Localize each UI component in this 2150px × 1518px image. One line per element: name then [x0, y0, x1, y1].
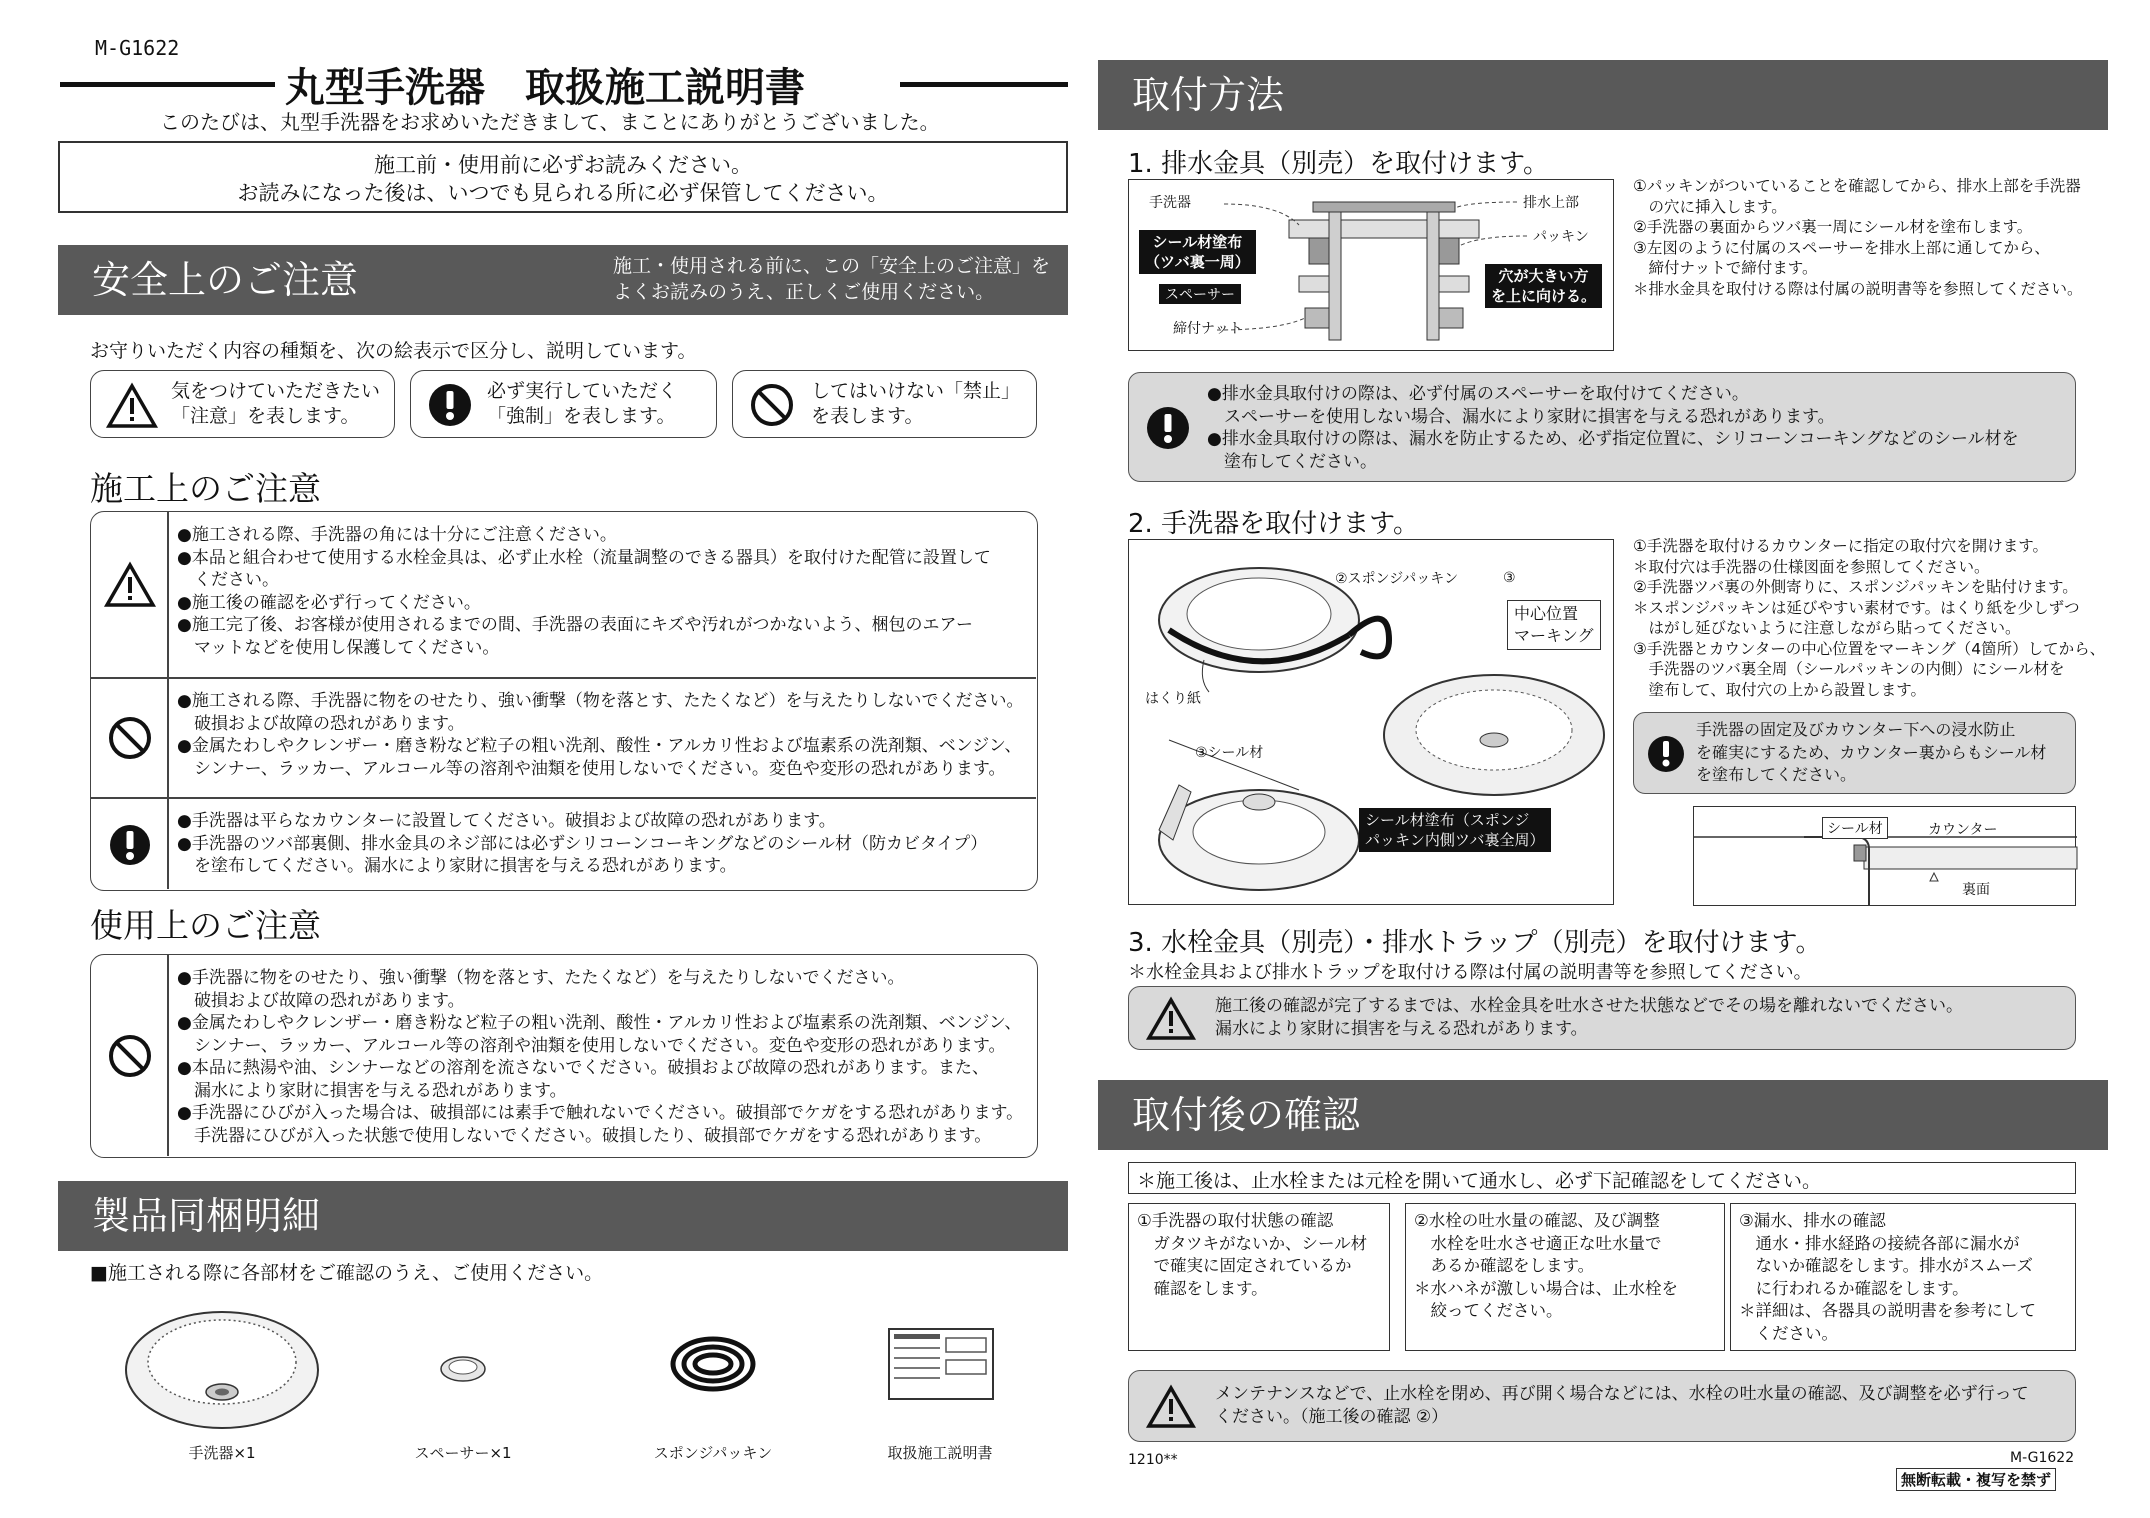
- step1-heading: 1. 排水金具（別売）を取付けます。: [1128, 149, 1549, 179]
- spacer-illustration: [438, 1352, 488, 1386]
- step2-heading: 2. 手洗器を取付けます。: [1128, 509, 1419, 539]
- construction-col-divider: [167, 512, 169, 889]
- legend-mandatory-text: 必ず実行していただく 「強制」を表します。: [487, 380, 678, 427]
- warning-triangle-icon: [107, 383, 157, 429]
- usage-title: 使用上のご注意: [90, 906, 321, 945]
- construction-table: [90, 511, 1038, 891]
- construction-row-1-text: ●施工される際、手洗器の角には十分にご注意ください。 ●本品と組合わせて使用する水栓金具は、必ず止水栓（流量調整のできる器具）を取付けた配管に設置して ください。 ●施工後の確認を必ず行ってください。 ●施工完了後、お客様が使用されるまでの間、手洗器の表面にキズや汚れがつかないよう、梱包のエアー マットなどを使用し保護してください。: [177, 525, 991, 658]
- after-header: [1098, 1080, 2108, 1150]
- safety-header: [58, 245, 1068, 315]
- check-1-text: ①手洗器の取付状態の確認 ガタツキがないか、シール材 で確実に固定されているか 確認をします。: [1137, 1211, 1368, 1298]
- label-seal-apply: シール材塗布（スポンジ パッキン内側ツバ裏全周）: [1359, 808, 1551, 852]
- mandatory-exclamation-icon: [1646, 734, 1686, 774]
- legend-caution: [90, 370, 395, 438]
- check-box-2: [1405, 1203, 1725, 1351]
- after-caution: [1128, 1370, 2076, 1442]
- legend-mandatory: [410, 370, 717, 438]
- label-basin: 手洗器: [1149, 195, 1191, 211]
- contents-item-manual: 取扱施工説明書: [887, 1444, 993, 1462]
- label-step3-marker: ③: [1503, 570, 1516, 586]
- contents-intro: ■施工される際に各部材をご確認のうえ、ご使用ください。: [90, 1262, 604, 1284]
- step2-text: ①手洗器を取付けるカウンターに指定の取付穴を開けます。 ＊取付穴は手洗器の仕様図面を参照してください。 ②手洗器ツバ裏の外側寄りに、スポンジパッキンを貼付けます。 ＊スポンジパッキンは延びやすい素材です。はくり紙を少しずつ はがし延びないように注意しながら貼ってください。 ③手洗器とカウンターの中心位置をマーキング（4箇所）してから、 手洗器のツバ裏全周（シールパッキンの内側）にシール材を 塗布して、取付穴の上から設置します。: [1633, 537, 2106, 699]
- safety-intro: お守りいただく内容の種類を、次の絵表示で区分し、説明しています。: [90, 340, 697, 362]
- prohibition-icon: [749, 382, 795, 428]
- step1-text: ①パッキンがついていることを確認してから、排水上部を手洗器 の穴に挿入します。 ②手洗器の裏面からツバ裏一周にシール材を塗布します。 ③左図のように付属のスペーサーを排水上部に通してから、 締付ナットで締付ます。 ＊排水金具を取付ける際は付属の説明書等を参照してください。: [1633, 177, 2083, 298]
- step2-diagram: [1128, 539, 1614, 905]
- step1-caution: [1128, 372, 2076, 482]
- safety-title: 安全上のご注意: [92, 258, 359, 302]
- label-nut: 締付ナット: [1173, 321, 1243, 337]
- mandatory-exclamation-icon: [108, 823, 152, 867]
- check-box-3: [1730, 1203, 2076, 1351]
- page-title: 丸型手洗器 取扱施工説明書: [285, 65, 805, 111]
- label-seal-material-2: シール材: [1822, 817, 1888, 839]
- label-back-side: 裏面: [1962, 882, 1990, 898]
- contents-title: 製品同梱明細: [92, 1194, 321, 1238]
- legend-caution-text: 気をつけていただきたい 「注意」を表します。: [171, 380, 381, 427]
- footer-date-code: 1210**: [1128, 1452, 1178, 1468]
- warning-triangle-icon: [1147, 997, 1195, 1041]
- prohibition-icon: [107, 1033, 153, 1079]
- usage-text: ●手洗器に物をのせたり、強い衝撃（物を落とす、たたくなど）を与えたりしないでください。 破損および故障の恐れがあります。 ●金属たわしやクレンザー・磨き粉など粒子の粗い洗剤、酸性・アルカリ性および塩素系の洗剤類、ベンジン、 シンナー、ラッカー、アルコール等の溶剤や油類を使用しないでください。変色や変形の恐れがあります。 ●本品に熱湯や油、シンナーなどの溶剤を流さないでください。破損および故障の恐れがあります。また、 漏水により家財に損害を与える恐れがあります。 ●手洗器にひびが入った場合は、破損部には素手で触れないでください。破損部でケガをする恐れがあります。 手洗器にひびが入った状態で使用しないでください。破損したり、破損部でケガをする恐れがあります。: [177, 968, 1024, 1146]
- title-rule-right: [900, 82, 1068, 87]
- construction-row-divider-1: [91, 677, 1036, 679]
- doc-code-top: M-G1622: [95, 36, 180, 60]
- construction-row-2-text: ●施工される際、手洗器に物をのせたり、強い衝撃（物を落とす、たたくなど）を与えたりしないでください。 破損および故障の恐れがあります。 ●金属たわしやクレンザー・磨き粉など粒子の粗い洗剤、酸性・アルカリ性および塩素系の洗剤類、ベンジン、 シンナー、ラッカー、アルコール等の溶剤や油類を使用しないでください。変色や変形の恐れがあります。: [177, 691, 1024, 779]
- step3-caution: [1128, 986, 2076, 1050]
- footer-code: M-G1622: [2010, 1450, 2075, 1466]
- after-caution-text: メンテナンスなどで、止水栓を閉め、再び開く場合などには、水栓の吐水量の確認、及び調整を必ず行って ください。（施工後の確認 ②）: [1215, 1384, 2029, 1427]
- construction-title: 施工上のご注意: [90, 469, 321, 508]
- read-notice-line1: 施工前・使用前に必ずお読みください。: [374, 153, 752, 177]
- mandatory-exclamation-icon: [1145, 405, 1191, 451]
- safety-note: 施工・使用される前に、この「安全上のご注意」を よくお読みのうえ、正しくご使用ください。: [613, 255, 1051, 303]
- footer-copyright: 無断転載・複写を禁ず: [1896, 1468, 2056, 1491]
- check-box-1: [1128, 1203, 1390, 1351]
- label-big-hole: 穴が大きい方 を上に向ける。: [1485, 264, 1602, 308]
- thanks-text: このたびは、丸型手洗器をお求めいただきまして、まことにありがとうございました。: [160, 110, 940, 134]
- warning-triangle-icon: [105, 562, 155, 608]
- after-title: 取付後の確認: [1132, 1093, 1361, 1137]
- install-header: [1098, 60, 2108, 130]
- after-intro-box: [1128, 1162, 2076, 1194]
- usage-table: [90, 954, 1038, 1158]
- label-spacer: スペーサー: [1159, 284, 1241, 304]
- step3-note: ＊水栓金具および排水トラップを取付ける際は付属の説明書等を参照してください。: [1128, 962, 1812, 983]
- label-packing: パッキン: [1533, 229, 1589, 245]
- read-notice-box: [58, 141, 1068, 213]
- sponge-packing-illustration: [668, 1334, 758, 1394]
- legend-prohibit-text: してはいけない「禁止」 を表します。: [811, 380, 1021, 427]
- install-title: 取付方法: [1132, 73, 1285, 117]
- label-release-paper: はくり紙: [1145, 691, 1201, 707]
- label-center-marking: 中心位置 マーキング: [1507, 600, 1601, 650]
- label-counter: カウンター: [1928, 822, 1998, 838]
- read-notice-line2: お読みになった後は、いつでも見られる所に必ず保管してください。: [237, 181, 889, 205]
- check-2-text: ②水栓の吐水量の確認、及び調整 水栓を吐水させ適正な吐水量で あるか確認をします。 ＊水ハネが激しい場合は、止水栓を 絞ってください。: [1414, 1211, 1678, 1320]
- basin-illustration: [122, 1300, 322, 1440]
- step2-caution: [1633, 712, 2076, 794]
- contents-item-spacer: スペーサー×1: [414, 1444, 512, 1462]
- after-intro: ＊施工後は、止水栓または元栓を開いて通水し、必ず下記確認をしてください。: [1137, 1170, 1822, 1192]
- prohibition-icon: [107, 715, 153, 761]
- manual-illustration: [888, 1328, 994, 1400]
- label-seal-material: ③シール材: [1195, 745, 1264, 761]
- label-sponge: ②スポンジパッキン: [1335, 571, 1459, 587]
- construction-row-3-text: ●手洗器は平らなカウンターに設置してください。破損および故障の恐れがあります。 ●手洗器のツバ部裏側、排水金具のネジ部には必ずシリコーンコーキングなどのシール材（防カビタイプ） を塗布してください。漏水により家財に損害を与える恐れがあります。: [177, 811, 988, 876]
- check-3-text: ③漏水、排水の確認 通水・排水経路の接続各部に漏水が ないか確認をします。排水がスムーズ に行われるか確認をします。 ＊詳細は、各器具の説明書を参考にして ください。: [1739, 1211, 2036, 1343]
- label-sealant: シール材塗布 （ツバ裏一周）: [1139, 230, 1256, 274]
- warning-triangle-icon: [1147, 1385, 1195, 1429]
- counter-detail-diagram: [1693, 806, 2076, 906]
- construction-row-divider-2: [91, 797, 1036, 799]
- step2-caution-text: 手洗器の固定及びカウンター下への浸水防止 を確実にするため、カウンター裏からもシール材 を塗布してください。: [1696, 720, 2047, 784]
- label-drain-top: 排水上部: [1523, 195, 1579, 211]
- step1-caution-text: ●排水金具取付けの際は、必ず付属のスペーサーを取付けてください。 スペーサーを使用しない場合、漏水により家財に損害を与える恐れがあります。 ●排水金具取付けの際は、漏水を防止するため、必ず指定位置に、シリコーンコーキングなどのシール材を 塗布してください。: [1207, 384, 2019, 472]
- title-rule-left: [60, 82, 275, 87]
- contents-item-basin: 手洗器×1: [188, 1444, 256, 1462]
- contents-item-sponge: スポンジパッキン: [653, 1444, 773, 1462]
- mandatory-exclamation-icon: [427, 382, 473, 428]
- usage-col-divider: [167, 955, 169, 1156]
- contents-header: [58, 1181, 1068, 1251]
- step3-heading: 3. 水栓金具（別売）・排水トラップ（別売）を取付けます。: [1128, 928, 1822, 958]
- step1-diagram: [1128, 179, 1614, 351]
- legend-prohibit: [732, 370, 1037, 438]
- step3-caution-text: 施工後の確認が完了するまでは、水栓金具を吐水させた状態などでその場を離れないでください。 漏水により家財に損害を与える恐れがあります。: [1215, 996, 1963, 1039]
